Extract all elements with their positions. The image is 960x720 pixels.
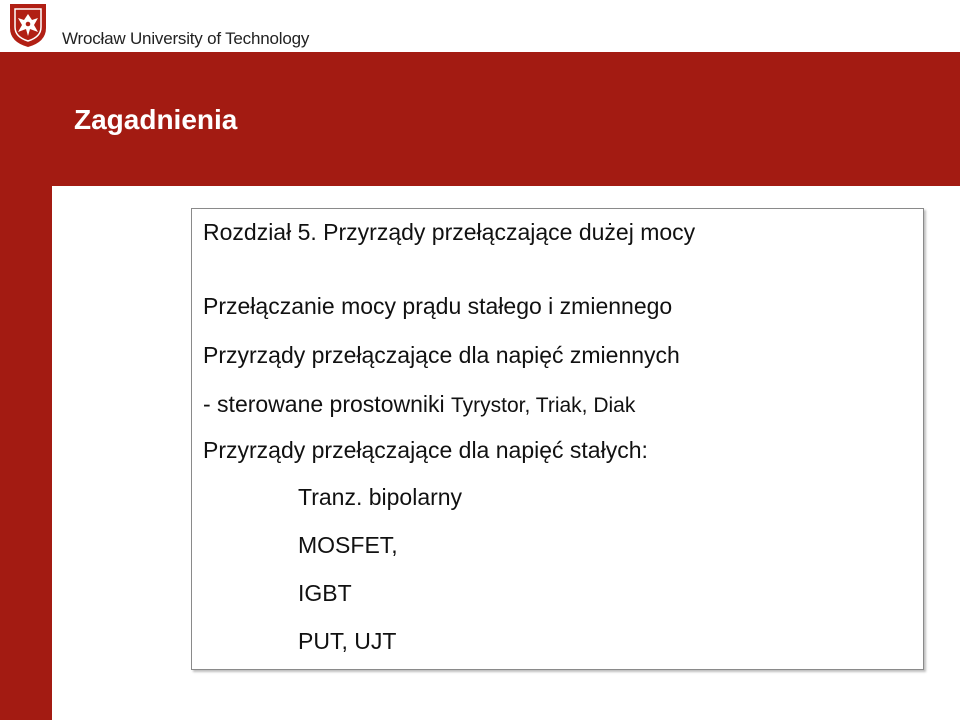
device-item: MOSFET,: [298, 532, 398, 558]
topic-controlled-rectifiers: [203, 391, 635, 418]
header: [0, 0, 960, 52]
device-item: IGBT: [298, 580, 352, 606]
device-item: PUT, UJT: [298, 628, 397, 654]
content-box: [191, 208, 924, 670]
title-band: [52, 52, 960, 186]
university-name: Wrocław University of Technology: [62, 29, 310, 48]
slide-title: Zagadnienia: [74, 104, 238, 135]
topic-ac-dc-switching: Przełączanie mocy prądu stałego i zmiennego: [203, 293, 673, 319]
university-crest-icon: [8, 2, 48, 48]
topic-dc-switching-devices: Przyrządy przełączające dla napięć stałych:: [203, 437, 648, 463]
controlled-rectifiers-label: - sterowane prostowniki: [203, 391, 451, 417]
device-item: Tranz. bipolarny: [298, 484, 463, 510]
chapter-heading: Rozdział 5. Przyrządy przełączające dużej mocy: [203, 219, 696, 245]
rectifier-device-list: Tyrystor, Triak, Diak: [451, 394, 636, 417]
left-accent-bar: [0, 52, 52, 720]
topic-ac-switching-devices: Przyrządy przełączające dla napięć zmiennych: [203, 342, 680, 368]
